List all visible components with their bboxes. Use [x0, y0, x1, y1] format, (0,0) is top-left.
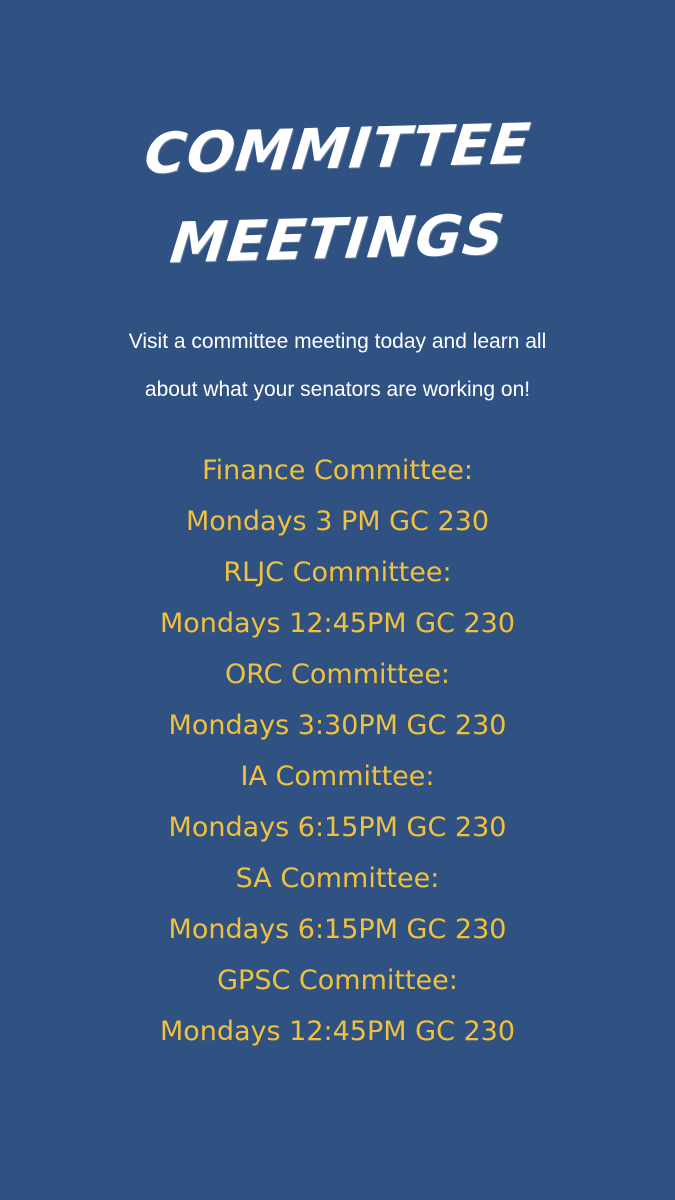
title-line-1: COMMITTEE [141, 111, 535, 188]
committee-time: Mondays 6:15PM GC 230 [168, 914, 507, 945]
intro-line-2: about what your senators are working on! [144, 378, 531, 401]
committee-time: Mondays 6:15PM GC 230 [168, 812, 507, 843]
committee-name: IA Committee: [240, 761, 435, 792]
intro-line-1: Visit a committee meeting today and learn all [128, 330, 547, 353]
committee-name: GPSC Committee: [217, 965, 458, 996]
committee-time: Mondays 12:45PM GC 230 [159, 608, 516, 639]
committee-name: ORC Committee: [224, 659, 451, 690]
intro-text [40, 318, 635, 414]
committee-name: SA Committee: [235, 863, 440, 894]
committee-time: Mondays 12:45PM GC 230 [159, 1016, 516, 1047]
committee-schedule [0, 445, 675, 1057]
committee-name: RLJC Committee: [223, 557, 452, 588]
committee-time: Mondays 3:30PM GC 230 [168, 710, 507, 741]
committee-name: Finance Committee: [202, 455, 473, 486]
committee-time: Mondays 3 PM GC 230 [185, 506, 490, 537]
title-line-2: MEETINGS [167, 202, 509, 277]
